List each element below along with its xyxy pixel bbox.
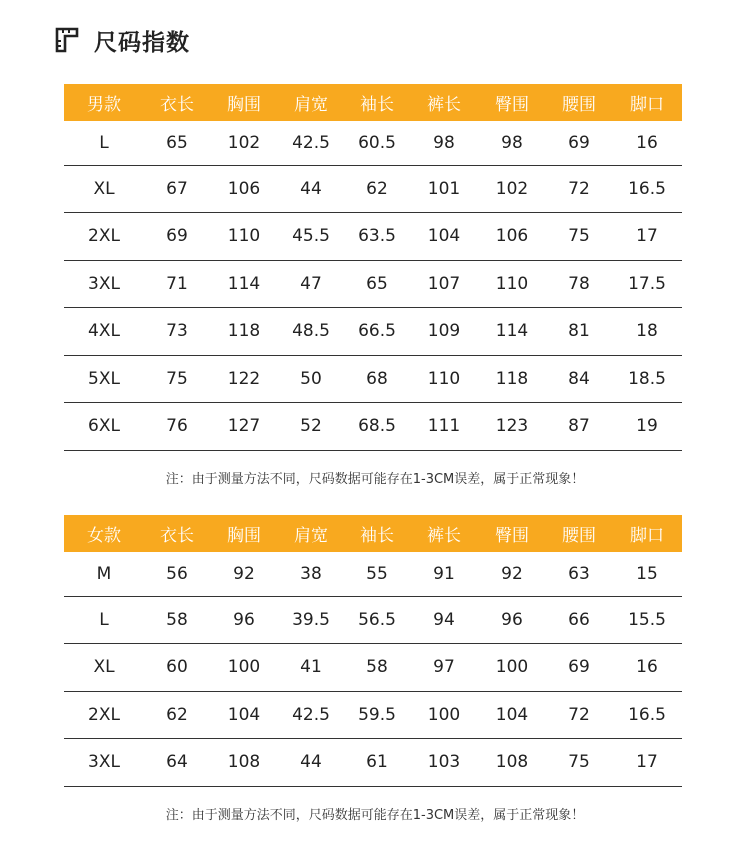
measurement-cell: 111 — [410, 403, 478, 451]
measurement-cell: 102 — [478, 165, 546, 213]
measurement-cell: 38 — [278, 552, 344, 596]
measurement-cell: 104 — [478, 691, 546, 739]
measurement-cell: 97 — [410, 644, 478, 692]
measurement-cell: 62 — [344, 165, 410, 213]
table-row — [64, 121, 682, 165]
measurement-cell: 75 — [144, 355, 210, 403]
measurement-cell: 123 — [478, 403, 546, 451]
measurement-cell: 59.5 — [344, 691, 410, 739]
measurement-cell: 76 — [144, 403, 210, 451]
measurement-cell: 118 — [478, 355, 546, 403]
measurement-cell: 45.5 — [278, 213, 344, 261]
size-label-cell: 3XL — [64, 260, 144, 308]
size-label-cell: M — [64, 552, 144, 596]
table-header-row — [64, 515, 682, 552]
measurement-cell: 67 — [144, 165, 210, 213]
column-header: 腰围 — [546, 84, 612, 121]
size-label-cell: 2XL — [64, 691, 144, 739]
women-size-table — [64, 515, 682, 787]
measurement-cell: 110 — [210, 213, 278, 261]
measurement-cell: 106 — [210, 165, 278, 213]
column-header: 脚口 — [612, 515, 682, 552]
size-label-cell: XL — [64, 165, 144, 213]
column-header: 衣长 — [144, 515, 210, 552]
measurement-cell: 58 — [144, 596, 210, 644]
measurement-cell: 108 — [210, 739, 278, 787]
measurement-cell: 73 — [144, 308, 210, 356]
table-row — [64, 213, 682, 261]
measurement-cell: 75 — [546, 739, 612, 787]
table-row — [64, 308, 682, 356]
measurement-cell: 18.5 — [612, 355, 682, 403]
measurement-cell: 17 — [612, 213, 682, 261]
measurement-cell: 87 — [546, 403, 612, 451]
table-header-row — [64, 84, 682, 121]
ruler-icon — [54, 26, 80, 54]
table-row — [64, 739, 682, 787]
measurement-cell: 56.5 — [344, 596, 410, 644]
measurement-cell: 62 — [144, 691, 210, 739]
measurement-cell: 44 — [278, 739, 344, 787]
measurement-cell: 72 — [546, 691, 612, 739]
measurement-cell: 104 — [410, 213, 478, 261]
measurement-cell: 16.5 — [612, 165, 682, 213]
measurement-cell: 58 — [344, 644, 410, 692]
table-row — [64, 552, 682, 596]
measurement-cell: 16 — [612, 121, 682, 165]
measurement-cell: 114 — [210, 260, 278, 308]
table-row — [64, 403, 682, 451]
table-row — [64, 165, 682, 213]
measurement-cell: 16.5 — [612, 691, 682, 739]
measurement-cell: 17.5 — [612, 260, 682, 308]
column-header: 臀围 — [478, 84, 546, 121]
size-label-cell: 3XL — [64, 739, 144, 787]
measurement-cell: 39.5 — [278, 596, 344, 644]
column-header: 裤长 — [410, 84, 478, 121]
measurement-cell: 91 — [410, 552, 478, 596]
measurement-cell: 106 — [478, 213, 546, 261]
measurement-cell: 61 — [344, 739, 410, 787]
measurement-cell: 47 — [278, 260, 344, 308]
measurement-cell: 19 — [612, 403, 682, 451]
measurement-cell: 107 — [410, 260, 478, 308]
measurement-cell: 75 — [546, 213, 612, 261]
measurement-cell: 52 — [278, 403, 344, 451]
measurement-cell: 81 — [546, 308, 612, 356]
measurement-cell: 48.5 — [278, 308, 344, 356]
measurement-cell: 66 — [546, 596, 612, 644]
measurement-cell: 71 — [144, 260, 210, 308]
measurement-cell: 60 — [144, 644, 210, 692]
column-header: 裤长 — [410, 515, 478, 552]
measurement-cell: 15.5 — [612, 596, 682, 644]
table-row — [64, 260, 682, 308]
column-header: 袖长 — [344, 515, 410, 552]
measurement-cell: 65 — [144, 121, 210, 165]
measurement-cell: 63.5 — [344, 213, 410, 261]
measurement-cell: 84 — [546, 355, 612, 403]
measurement-cell: 64 — [144, 739, 210, 787]
measurement-cell: 110 — [478, 260, 546, 308]
column-header: 胸围 — [210, 515, 278, 552]
column-header: 胸围 — [210, 84, 278, 121]
measurement-cell: 127 — [210, 403, 278, 451]
page-title: 尺码指数 — [94, 29, 190, 56]
measurement-cell: 15 — [612, 552, 682, 596]
table-row — [64, 355, 682, 403]
measurement-cell: 72 — [546, 165, 612, 213]
measurement-cell: 68 — [344, 355, 410, 403]
measurement-cell: 41 — [278, 644, 344, 692]
measurement-cell: 108 — [478, 739, 546, 787]
size-label-cell: L — [64, 596, 144, 644]
page-header — [54, 20, 190, 60]
measurement-cell: 104 — [210, 691, 278, 739]
column-header: 衣长 — [144, 84, 210, 121]
measurement-cell: 122 — [210, 355, 278, 403]
measurement-cell: 69 — [144, 213, 210, 261]
measurement-cell: 17 — [612, 739, 682, 787]
measurement-cell: 44 — [278, 165, 344, 213]
measurement-cell: 65 — [344, 260, 410, 308]
size-label-cell: 4XL — [64, 308, 144, 356]
measurement-cell: 69 — [546, 644, 612, 692]
size-label-cell: XL — [64, 644, 144, 692]
column-header: 脚口 — [612, 84, 682, 121]
measurement-cell: 96 — [210, 596, 278, 644]
column-header: 女款 — [64, 515, 144, 552]
measurement-cell: 114 — [478, 308, 546, 356]
measurement-cell: 66.5 — [344, 308, 410, 356]
measurement-cell: 98 — [478, 121, 546, 165]
measurement-cell: 42.5 — [278, 121, 344, 165]
column-header: 肩宽 — [278, 84, 344, 121]
measurement-cell: 92 — [478, 552, 546, 596]
size-label-cell: 6XL — [64, 403, 144, 451]
men-size-table — [64, 84, 682, 451]
table-row — [64, 644, 682, 692]
measurement-cell: 60.5 — [344, 121, 410, 165]
measurement-cell: 92 — [210, 552, 278, 596]
measurement-cell: 78 — [546, 260, 612, 308]
column-header: 男款 — [64, 84, 144, 121]
measurement-cell: 102 — [210, 121, 278, 165]
size-label-cell: 2XL — [64, 213, 144, 261]
women-table-note: 注：由于测量方法不同，尺码数据可能存在1-3CM误差，属于正常现象！ — [165, 808, 585, 823]
measurement-cell: 100 — [410, 691, 478, 739]
measurement-cell: 63 — [546, 552, 612, 596]
measurement-cell: 42.5 — [278, 691, 344, 739]
measurement-cell: 98 — [410, 121, 478, 165]
measurement-cell: 16 — [612, 644, 682, 692]
measurement-cell: 68.5 — [344, 403, 410, 451]
measurement-cell: 56 — [144, 552, 210, 596]
measurement-cell: 110 — [410, 355, 478, 403]
measurement-cell: 100 — [210, 644, 278, 692]
column-header: 臀围 — [478, 515, 546, 552]
measurement-cell: 69 — [546, 121, 612, 165]
table-row — [64, 596, 682, 644]
size-label-cell: 5XL — [64, 355, 144, 403]
measurement-cell: 118 — [210, 308, 278, 356]
measurement-cell: 50 — [278, 355, 344, 403]
measurement-cell: 55 — [344, 552, 410, 596]
measurement-cell: 100 — [478, 644, 546, 692]
size-label-cell: L — [64, 121, 144, 165]
measurement-cell: 94 — [410, 596, 478, 644]
table-row — [64, 691, 682, 739]
column-header: 肩宽 — [278, 515, 344, 552]
measurement-cell: 109 — [410, 308, 478, 356]
measurement-cell: 18 — [612, 308, 682, 356]
measurement-cell: 96 — [478, 596, 546, 644]
measurement-cell: 101 — [410, 165, 478, 213]
measurement-cell: 103 — [410, 739, 478, 787]
men-table-note: 注：由于测量方法不同，尺码数据可能存在1-3CM误差，属于正常现象！ — [165, 472, 585, 487]
column-header: 袖长 — [344, 84, 410, 121]
column-header: 腰围 — [546, 515, 612, 552]
